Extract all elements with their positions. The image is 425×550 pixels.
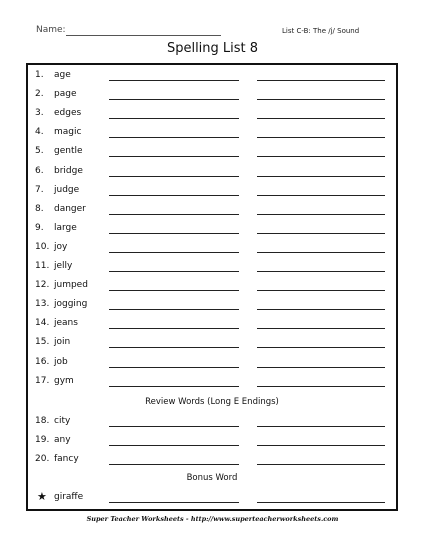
word-number: 19.: [35, 435, 50, 445]
word-number: 6.: [35, 166, 44, 176]
spelling-word: jogging: [54, 299, 88, 309]
spelling-word: jelly: [54, 261, 73, 271]
word-row: [35, 164, 390, 180]
word-row: [35, 452, 390, 468]
spelling-word: bridge: [54, 166, 83, 176]
word-number: 12.: [35, 280, 50, 290]
spelling-word: page: [54, 89, 77, 99]
word-number: 10.: [35, 242, 50, 252]
word-row: [35, 297, 390, 313]
spelling-word: gentle: [54, 146, 83, 156]
word-row: [35, 355, 390, 371]
footer: Super Teacher Worksheets - http://www.superteacherworksheets.com: [86, 515, 339, 523]
spelling-word: giraffe: [54, 492, 84, 502]
answer-line-2[interactable]: [257, 271, 385, 272]
page-title: Spelling List 8: [166, 41, 259, 56]
word-number: 1.: [35, 70, 44, 80]
answer-line-2[interactable]: [257, 80, 385, 81]
word-row: [35, 221, 390, 237]
spelling-word: jumped: [54, 280, 88, 290]
answer-line-1[interactable]: [109, 176, 239, 177]
answer-line-2[interactable]: [257, 176, 385, 177]
spelling-word: jeans: [54, 318, 78, 328]
list-label: List C-B: The /j/ Sound: [282, 27, 360, 35]
word-number: 13.: [35, 299, 50, 309]
word-row: [35, 87, 390, 103]
word-number: 8.: [35, 204, 44, 214]
answer-line-1[interactable]: [109, 99, 239, 100]
star-icon: ★: [37, 490, 47, 503]
bonus-heading: Bonus Word: [186, 473, 238, 483]
spelling-word: age: [54, 70, 71, 80]
answer-line-2[interactable]: [257, 386, 385, 387]
word-number: 5.: [35, 146, 44, 156]
answer-line-2[interactable]: [257, 118, 385, 119]
answer-line-2[interactable]: [257, 137, 385, 138]
word-row: [35, 374, 390, 390]
answer-line-2[interactable]: [257, 464, 385, 465]
word-row: [35, 125, 390, 141]
word-number: 17.: [35, 376, 50, 386]
word-number: 2.: [35, 89, 44, 99]
word-row: [35, 414, 390, 430]
answer-line-1[interactable]: [109, 252, 239, 253]
answer-line-1[interactable]: [109, 445, 239, 446]
answer-line-2[interactable]: [257, 347, 385, 348]
answer-line-2[interactable]: [257, 309, 385, 310]
word-row: [35, 278, 390, 294]
answer-line-1[interactable]: [109, 137, 239, 138]
answer-line-1[interactable]: [109, 347, 239, 348]
spelling-word: any: [54, 435, 71, 445]
answer-line-1[interactable]: [109, 367, 239, 368]
answer-line-2[interactable]: [257, 233, 385, 234]
spelling-word: large: [54, 223, 77, 233]
answer-line-2[interactable]: [257, 99, 385, 100]
spelling-word: edges: [54, 108, 82, 118]
answer-line-1[interactable]: [109, 290, 239, 291]
answer-line-2[interactable]: [257, 445, 385, 446]
word-row: [35, 183, 390, 199]
answer-line-1[interactable]: [109, 156, 239, 157]
answer-line-1[interactable]: [109, 426, 239, 427]
word-row: [35, 433, 390, 449]
answer-line-1[interactable]: [109, 271, 239, 272]
word-number: 3.: [35, 108, 44, 118]
word-number: 18.: [35, 416, 50, 426]
answer-line-1[interactable]: [109, 118, 239, 119]
answer-line-2[interactable]: [257, 426, 385, 427]
spelling-word: join: [54, 337, 71, 347]
answer-line-1[interactable]: [109, 309, 239, 310]
word-row: [35, 240, 390, 256]
spelling-word: job: [54, 357, 68, 367]
word-row: [35, 202, 390, 218]
answer-line-2[interactable]: [257, 252, 385, 253]
spelling-word: joy: [54, 242, 68, 252]
answer-line-2[interactable]: [257, 328, 385, 329]
word-number: 9.: [35, 223, 44, 233]
answer-line-1[interactable]: [109, 386, 239, 387]
word-row: [35, 335, 390, 351]
spelling-word: fancy: [54, 454, 79, 464]
word-number: 14.: [35, 318, 50, 328]
word-number: 16.: [35, 357, 50, 367]
name-line[interactable]: [66, 35, 221, 36]
answer-line-2[interactable]: [257, 214, 385, 215]
answer-line-1[interactable]: [109, 233, 239, 234]
word-row: [35, 316, 390, 332]
word-number: 7.: [35, 185, 44, 195]
word-number: 11.: [35, 261, 50, 271]
answer-line-1[interactable]: [109, 328, 239, 329]
spelling-word: magic: [54, 127, 82, 137]
answer-line-1[interactable]: [109, 464, 239, 465]
word-number: 20.: [35, 454, 50, 464]
review-heading: Review Words (Long E Endings): [145, 397, 279, 407]
answer-line-2[interactable]: [257, 290, 385, 291]
word-row: [35, 144, 390, 160]
word-row: [35, 106, 390, 122]
name-label: Name:: [36, 25, 66, 35]
word-number: 4.: [35, 127, 44, 137]
answer-line-1[interactable]: [109, 214, 239, 215]
answer-line-2[interactable]: [257, 156, 385, 157]
answer-line-2[interactable]: [257, 367, 385, 368]
spelling-word: gym: [54, 376, 74, 386]
spelling-word: danger: [54, 204, 86, 214]
word-row: [35, 68, 390, 84]
answer-line-2[interactable]: [257, 195, 385, 196]
bonus-row: [35, 490, 390, 506]
answer-line-1[interactable]: [109, 502, 239, 503]
answer-line-1[interactable]: [109, 195, 239, 196]
spelling-word: city: [54, 416, 71, 426]
word-number: 15.: [35, 337, 50, 347]
spelling-word: judge: [54, 185, 80, 195]
answer-line-2[interactable]: [257, 502, 385, 503]
word-row: [35, 259, 390, 275]
answer-line-1[interactable]: [109, 80, 239, 81]
